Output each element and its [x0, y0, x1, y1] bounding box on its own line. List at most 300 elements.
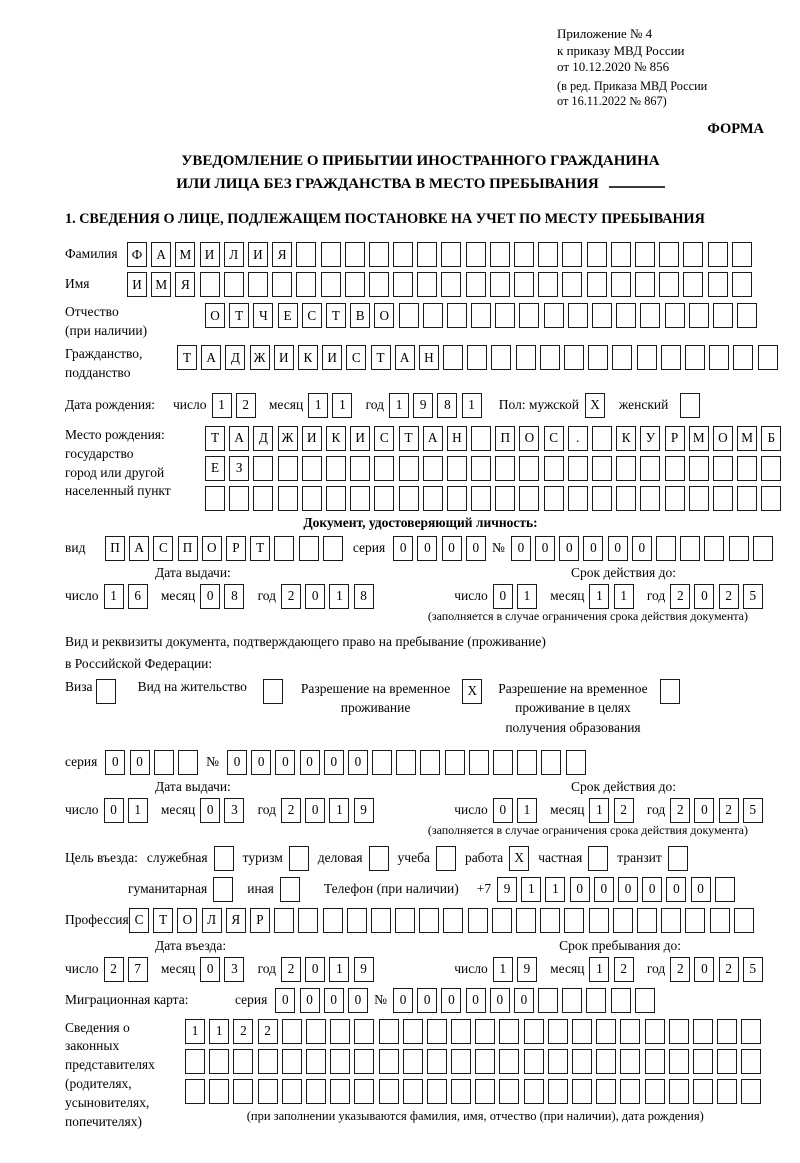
char-cell[interactable] [693, 1079, 713, 1104]
char-cell[interactable] [640, 486, 660, 511]
char-cell[interactable]: Т [326, 303, 346, 328]
char-cell[interactable] [587, 272, 607, 297]
char-cell[interactable]: 2 [104, 957, 124, 982]
char-cell[interactable] [514, 272, 534, 297]
char-cell[interactable] [491, 345, 511, 370]
char-cell[interactable] [708, 242, 728, 267]
char-cell[interactable] [372, 750, 392, 775]
char-cell[interactable] [427, 1049, 447, 1074]
char-cell[interactable] [396, 750, 416, 775]
char-cell[interactable]: 2 [236, 393, 256, 418]
char-cell[interactable] [710, 908, 730, 933]
char-cell[interactable] [669, 1079, 689, 1104]
char-cell[interactable] [369, 242, 389, 267]
char-cell[interactable] [717, 1049, 737, 1074]
char-cell[interactable] [278, 456, 298, 481]
char-cell[interactable] [540, 908, 560, 933]
char-cell[interactable]: К [326, 426, 346, 451]
char-cell[interactable] [441, 272, 461, 297]
char-cell[interactable] [258, 1079, 278, 1104]
char-cell[interactable]: 1 [329, 798, 349, 823]
char-cell[interactable] [732, 242, 752, 267]
char-cell[interactable]: 0 [417, 988, 437, 1013]
char-cell[interactable] [423, 303, 443, 328]
char-cell[interactable] [713, 303, 733, 328]
char-cell[interactable] [541, 750, 561, 775]
char-cell[interactable] [282, 1079, 302, 1104]
char-cell[interactable] [399, 486, 419, 511]
char-cell[interactable] [568, 486, 588, 511]
char-cell[interactable]: 2 [281, 957, 301, 982]
char-cell[interactable] [659, 242, 679, 267]
char-cell[interactable] [524, 1049, 544, 1074]
char-cell[interactable]: 0 [200, 957, 220, 982]
residence-permit-checkbox[interactable] [263, 679, 283, 704]
char-cell[interactable] [538, 272, 558, 297]
char-cell[interactable]: 2 [719, 584, 739, 609]
char-cell[interactable] [253, 486, 273, 511]
char-cell[interactable]: О [202, 536, 222, 561]
char-cell[interactable]: 1 [545, 877, 565, 902]
char-cell[interactable] [492, 908, 512, 933]
char-cell[interactable] [379, 1049, 399, 1074]
char-cell[interactable]: 0 [466, 536, 486, 561]
char-cell[interactable] [616, 456, 636, 481]
char-cell[interactable]: Ф [127, 242, 147, 267]
char-cell[interactable] [562, 272, 582, 297]
char-cell[interactable]: 0 [493, 798, 513, 823]
purpose-transit-checkbox[interactable] [668, 846, 688, 871]
char-cell[interactable] [471, 426, 491, 451]
char-cell[interactable] [741, 1079, 761, 1104]
char-cell[interactable]: 9 [413, 393, 433, 418]
char-cell[interactable] [640, 456, 660, 481]
char-cell[interactable] [475, 1049, 495, 1074]
char-cell[interactable] [562, 988, 582, 1013]
char-cell[interactable]: 0 [305, 957, 325, 982]
char-cell[interactable]: Р [250, 908, 270, 933]
char-cell[interactable]: 1 [329, 957, 349, 982]
char-cell[interactable] [734, 908, 754, 933]
char-cell[interactable]: 0 [583, 536, 603, 561]
char-cell[interactable]: 0 [348, 988, 368, 1013]
char-cell[interactable] [321, 242, 341, 267]
char-cell[interactable] [326, 456, 346, 481]
char-cell[interactable] [665, 486, 685, 511]
char-cell[interactable]: С [153, 536, 173, 561]
char-cell[interactable] [689, 303, 709, 328]
char-cell[interactable]: 1 [329, 584, 349, 609]
char-cell[interactable]: И [350, 426, 370, 451]
char-cell[interactable]: С [346, 345, 366, 370]
char-cell[interactable] [562, 242, 582, 267]
char-cell[interactable]: 0 [300, 988, 320, 1013]
char-cell[interactable] [278, 486, 298, 511]
char-cell[interactable]: А [229, 426, 249, 451]
char-cell[interactable]: У [640, 426, 660, 451]
char-cell[interactable] [612, 345, 632, 370]
char-cell[interactable] [154, 750, 174, 775]
char-cell[interactable] [178, 750, 198, 775]
char-cell[interactable]: 8 [224, 584, 244, 609]
char-cell[interactable]: 0 [642, 877, 662, 902]
char-cell[interactable] [519, 456, 539, 481]
char-cell[interactable] [548, 1019, 568, 1044]
char-cell[interactable]: М [737, 426, 757, 451]
char-cell[interactable] [393, 242, 413, 267]
char-cell[interactable] [499, 1079, 519, 1104]
char-cell[interactable]: Р [226, 536, 246, 561]
char-cell[interactable]: 0 [441, 988, 461, 1013]
char-cell[interactable] [272, 272, 292, 297]
char-cell[interactable] [467, 345, 487, 370]
char-cell[interactable]: Я [175, 272, 195, 297]
char-cell[interactable] [185, 1049, 205, 1074]
char-cell[interactable]: 1 [389, 393, 409, 418]
char-cell[interactable]: 0 [275, 988, 295, 1013]
char-cell[interactable] [713, 486, 733, 511]
char-cell[interactable]: Ж [250, 345, 270, 370]
char-cell[interactable] [661, 908, 681, 933]
char-cell[interactable] [224, 272, 244, 297]
char-cell[interactable]: 2 [258, 1019, 278, 1044]
sex-female-checkbox[interactable] [680, 393, 700, 418]
char-cell[interactable]: 0 [348, 750, 368, 775]
char-cell[interactable] [637, 345, 657, 370]
char-cell[interactable]: 1 [589, 957, 609, 982]
char-cell[interactable] [645, 1019, 665, 1044]
char-cell[interactable] [298, 908, 318, 933]
char-cell[interactable] [732, 272, 752, 297]
char-cell[interactable]: 0 [227, 750, 247, 775]
char-cell[interactable]: 7 [128, 957, 148, 982]
char-cell[interactable] [495, 303, 515, 328]
char-cell[interactable] [656, 536, 676, 561]
char-cell[interactable] [592, 486, 612, 511]
char-cell[interactable]: 0 [130, 750, 150, 775]
char-cell[interactable]: М [175, 242, 195, 267]
char-cell[interactable] [495, 486, 515, 511]
char-cell[interactable] [538, 988, 558, 1013]
char-cell[interactable]: 1 [212, 393, 232, 418]
char-cell[interactable] [568, 303, 588, 328]
char-cell[interactable] [761, 486, 781, 511]
char-cell[interactable]: 0 [305, 798, 325, 823]
char-cell[interactable] [737, 303, 757, 328]
char-cell[interactable] [519, 303, 539, 328]
temp-residence-checkbox[interactable]: X [462, 679, 482, 704]
char-cell[interactable] [737, 456, 757, 481]
char-cell[interactable]: 0 [393, 536, 413, 561]
char-cell[interactable] [685, 908, 705, 933]
char-cell[interactable] [490, 242, 510, 267]
char-cell[interactable] [445, 750, 465, 775]
char-cell[interactable] [330, 1019, 350, 1044]
char-cell[interactable] [443, 345, 463, 370]
char-cell[interactable] [588, 345, 608, 370]
char-cell[interactable]: И [274, 345, 294, 370]
char-cell[interactable] [469, 750, 489, 775]
char-cell[interactable]: 2 [281, 798, 301, 823]
char-cell[interactable] [540, 345, 560, 370]
char-cell[interactable]: 2 [670, 798, 690, 823]
char-cell[interactable] [693, 1049, 713, 1074]
purpose-tourism-checkbox[interactable] [289, 846, 309, 871]
char-cell[interactable] [665, 303, 685, 328]
char-cell[interactable]: 2 [614, 957, 634, 982]
purpose-private-checkbox[interactable] [588, 846, 608, 871]
char-cell[interactable]: 0 [514, 988, 534, 1013]
char-cell[interactable] [616, 303, 636, 328]
char-cell[interactable] [669, 1019, 689, 1044]
char-cell[interactable] [709, 345, 729, 370]
char-cell[interactable]: 0 [251, 750, 271, 775]
char-cell[interactable] [447, 486, 467, 511]
char-cell[interactable] [564, 908, 584, 933]
char-cell[interactable] [451, 1049, 471, 1074]
char-cell[interactable] [611, 988, 631, 1013]
char-cell[interactable] [493, 750, 513, 775]
char-cell[interactable]: И [127, 272, 147, 297]
char-cell[interactable] [471, 303, 491, 328]
char-cell[interactable] [321, 272, 341, 297]
char-cell[interactable] [369, 272, 389, 297]
char-cell[interactable]: 2 [719, 957, 739, 982]
char-cell[interactable]: 1 [614, 584, 634, 609]
char-cell[interactable]: 0 [200, 584, 220, 609]
char-cell[interactable]: Т [399, 426, 419, 451]
char-cell[interactable]: 0 [105, 750, 125, 775]
char-cell[interactable]: М [689, 426, 709, 451]
char-cell[interactable]: 0 [200, 798, 220, 823]
char-cell[interactable] [761, 456, 781, 481]
char-cell[interactable] [586, 988, 606, 1013]
char-cell[interactable] [185, 1079, 205, 1104]
char-cell[interactable] [471, 456, 491, 481]
char-cell[interactable]: С [374, 426, 394, 451]
char-cell[interactable] [323, 536, 343, 561]
char-cell[interactable]: А [129, 536, 149, 561]
char-cell[interactable] [592, 303, 612, 328]
char-cell[interactable]: 0 [324, 988, 344, 1013]
char-cell[interactable]: 0 [442, 536, 462, 561]
char-cell[interactable]: А [423, 426, 443, 451]
char-cell[interactable]: 1 [185, 1019, 205, 1044]
char-cell[interactable] [423, 456, 443, 481]
char-cell[interactable]: Д [253, 426, 273, 451]
char-cell[interactable]: О [205, 303, 225, 328]
purpose-work-checkbox[interactable]: X [509, 846, 529, 871]
char-cell[interactable]: Т [153, 908, 173, 933]
purpose-humanitarian-checkbox[interactable] [213, 877, 233, 902]
char-cell[interactable]: 1 [521, 877, 541, 902]
char-cell[interactable] [680, 536, 700, 561]
char-cell[interactable] [379, 1079, 399, 1104]
char-cell[interactable] [330, 1049, 350, 1074]
char-cell[interactable] [616, 486, 636, 511]
char-cell[interactable]: 0 [324, 750, 344, 775]
char-cell[interactable] [347, 908, 367, 933]
char-cell[interactable] [420, 750, 440, 775]
char-cell[interactable] [248, 272, 268, 297]
char-cell[interactable] [427, 1079, 447, 1104]
char-cell[interactable] [468, 908, 488, 933]
char-cell[interactable] [395, 908, 415, 933]
char-cell[interactable] [354, 1049, 374, 1074]
char-cell[interactable] [524, 1019, 544, 1044]
char-cell[interactable]: 2 [233, 1019, 253, 1044]
char-cell[interactable] [495, 456, 515, 481]
char-cell[interactable] [417, 242, 437, 267]
char-cell[interactable] [499, 1019, 519, 1044]
char-cell[interactable]: К [616, 426, 636, 451]
char-cell[interactable]: 0 [104, 798, 124, 823]
char-cell[interactable] [475, 1019, 495, 1044]
char-cell[interactable]: 0 [618, 877, 638, 902]
char-cell[interactable] [592, 426, 612, 451]
char-cell[interactable] [447, 456, 467, 481]
char-cell[interactable] [371, 908, 391, 933]
char-cell[interactable] [399, 303, 419, 328]
char-cell[interactable]: 0 [393, 988, 413, 1013]
char-cell[interactable] [205, 486, 225, 511]
char-cell[interactable]: В [350, 303, 370, 328]
char-cell[interactable]: 0 [594, 877, 614, 902]
purpose-other-checkbox[interactable] [280, 877, 300, 902]
char-cell[interactable]: Т [371, 345, 391, 370]
char-cell[interactable]: П [495, 426, 515, 451]
char-cell[interactable] [645, 1049, 665, 1074]
char-cell[interactable]: 5 [743, 584, 763, 609]
char-cell[interactable]: О [177, 908, 197, 933]
char-cell[interactable] [379, 1019, 399, 1044]
char-cell[interactable] [659, 272, 679, 297]
char-cell[interactable]: О [713, 426, 733, 451]
char-cell[interactable]: 1 [589, 798, 609, 823]
char-cell[interactable]: Д [225, 345, 245, 370]
char-cell[interactable] [717, 1079, 737, 1104]
char-cell[interactable] [572, 1019, 592, 1044]
char-cell[interactable] [326, 486, 346, 511]
char-cell[interactable] [620, 1079, 640, 1104]
char-cell[interactable] [350, 486, 370, 511]
char-cell[interactable] [447, 303, 467, 328]
char-cell[interactable] [282, 1019, 302, 1044]
char-cell[interactable] [423, 486, 443, 511]
char-cell[interactable]: Ж [278, 426, 298, 451]
char-cell[interactable]: 0 [694, 584, 714, 609]
char-cell[interactable] [645, 1079, 665, 1104]
char-cell[interactable]: М [151, 272, 171, 297]
char-cell[interactable] [596, 1079, 616, 1104]
char-cell[interactable]: 0 [275, 750, 295, 775]
char-cell[interactable]: 0 [570, 877, 590, 902]
char-cell[interactable] [635, 272, 655, 297]
char-cell[interactable] [299, 536, 319, 561]
purpose-business-checkbox[interactable] [369, 846, 389, 871]
char-cell[interactable]: 2 [281, 584, 301, 609]
char-cell[interactable]: 0 [305, 584, 325, 609]
char-cell[interactable]: 1 [128, 798, 148, 823]
char-cell[interactable] [665, 456, 685, 481]
char-cell[interactable] [758, 345, 778, 370]
char-cell[interactable] [753, 536, 773, 561]
char-cell[interactable] [330, 1079, 350, 1104]
char-cell[interactable] [443, 908, 463, 933]
char-cell[interactable] [516, 345, 536, 370]
char-cell[interactable] [471, 486, 491, 511]
char-cell[interactable]: 5 [743, 957, 763, 982]
char-cell[interactable]: Е [205, 456, 225, 481]
char-cell[interactable]: 1 [462, 393, 482, 418]
char-cell[interactable]: 1 [308, 393, 328, 418]
char-cell[interactable]: П [105, 536, 125, 561]
char-cell[interactable]: А [151, 242, 171, 267]
char-cell[interactable]: 3 [224, 957, 244, 982]
char-cell[interactable] [564, 345, 584, 370]
char-cell[interactable] [427, 1019, 447, 1044]
char-cell[interactable] [693, 1019, 713, 1044]
char-cell[interactable] [713, 456, 733, 481]
char-cell[interactable]: 0 [691, 877, 711, 902]
char-cell[interactable] [741, 1049, 761, 1074]
char-cell[interactable]: Т [177, 345, 197, 370]
char-cell[interactable]: 0 [608, 536, 628, 561]
char-cell[interactable] [637, 908, 657, 933]
char-cell[interactable] [689, 486, 709, 511]
char-cell[interactable]: П [178, 536, 198, 561]
char-cell[interactable] [572, 1049, 592, 1074]
char-cell[interactable] [566, 750, 586, 775]
char-cell[interactable] [345, 272, 365, 297]
char-cell[interactable] [374, 456, 394, 481]
char-cell[interactable]: Ч [253, 303, 273, 328]
char-cell[interactable] [572, 1079, 592, 1104]
char-cell[interactable]: И [200, 242, 220, 267]
char-cell[interactable]: Н [419, 345, 439, 370]
char-cell[interactable]: 2 [719, 798, 739, 823]
char-cell[interactable]: 0 [511, 536, 531, 561]
char-cell[interactable]: 8 [354, 584, 374, 609]
char-cell[interactable]: 0 [490, 988, 510, 1013]
char-cell[interactable] [323, 908, 343, 933]
char-cell[interactable] [490, 272, 510, 297]
char-cell[interactable]: 1 [104, 584, 124, 609]
char-cell[interactable] [704, 536, 724, 561]
char-cell[interactable] [274, 908, 294, 933]
char-cell[interactable] [715, 877, 735, 902]
char-cell[interactable]: И [248, 242, 268, 267]
char-cell[interactable] [568, 456, 588, 481]
char-cell[interactable] [733, 345, 753, 370]
char-cell[interactable] [635, 988, 655, 1013]
char-cell[interactable]: 1 [493, 957, 513, 982]
char-cell[interactable] [258, 1049, 278, 1074]
char-cell[interactable]: 0 [417, 536, 437, 561]
char-cell[interactable] [544, 486, 564, 511]
char-cell[interactable] [683, 242, 703, 267]
char-cell[interactable]: С [302, 303, 322, 328]
char-cell[interactable] [475, 1079, 495, 1104]
char-cell[interactable] [209, 1049, 229, 1074]
char-cell[interactable]: С [129, 908, 149, 933]
char-cell[interactable] [589, 908, 609, 933]
char-cell[interactable]: О [519, 426, 539, 451]
char-cell[interactable] [441, 242, 461, 267]
char-cell[interactable]: Е [278, 303, 298, 328]
char-cell[interactable]: 3 [224, 798, 244, 823]
char-cell[interactable] [253, 456, 273, 481]
